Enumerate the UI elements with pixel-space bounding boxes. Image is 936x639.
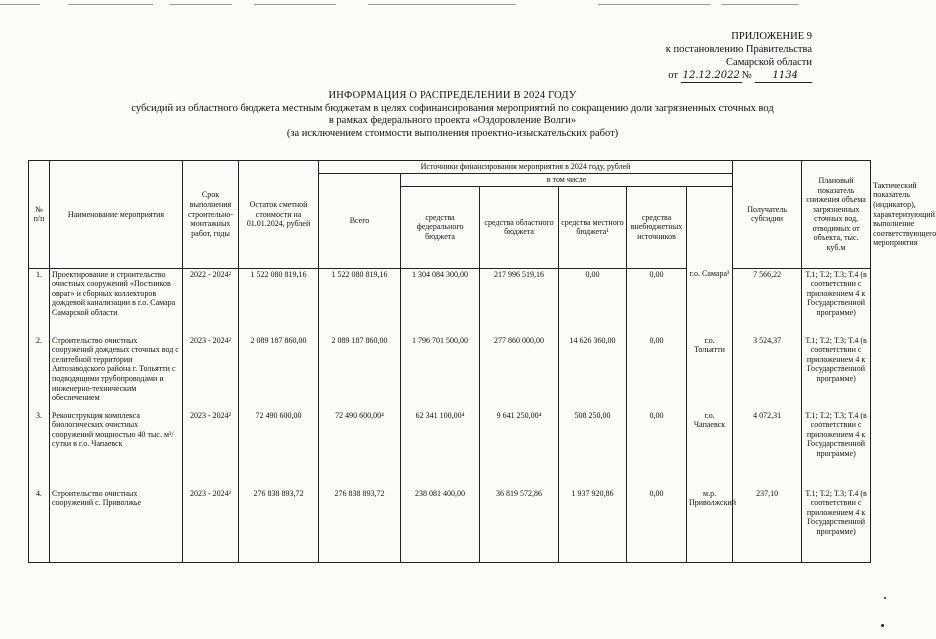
cell-extra: 0,00 (627, 268, 687, 335)
title-line: в рамках федерального проекта «Оздоровление Волги» (328, 115, 577, 126)
stray-line (170, 4, 232, 5)
cell-remaining: 276 838 893,72 (239, 488, 319, 563)
cell-name: Проектирование и строительство очистных сооружений «Постников овраг» и сборных коллекторов дождевой канализации в г.о. Самара Самарской области (50, 268, 183, 335)
header-remaining: Остаток сметной стоимости на 01.01.2024, рублей (239, 161, 319, 269)
appendix-line: к постановлению Правительства (665, 44, 812, 55)
header-name: Наименование мероприятия (50, 161, 183, 269)
cell-recipient: г.о. Чапаевск (687, 410, 733, 488)
header-planned: Плановый показатель снижения объема загрязненных сточных вод, отводимых от объекта, тыс. куб.м (802, 161, 871, 269)
cell-total: 72 490 600,00⁴ (319, 410, 401, 488)
cell-total: 2 089 187 860,00 (319, 335, 401, 410)
cell-regional: 9 641 250,00⁴ (480, 410, 559, 488)
header-local: средства местного бюджета¹ (559, 186, 627, 268)
appendix-line: ПРИЛОЖЕНИЕ 9 (731, 31, 812, 42)
cell-remaining: 1 522 080 819,16 (239, 268, 319, 335)
cell-extra: 0,00 (627, 488, 687, 563)
cell-federal: 1 304 084 300,00 (401, 268, 480, 335)
table-row (29, 335, 871, 410)
header-term: Срок выполнения строительно-монтажных работ, годы (183, 161, 239, 269)
header-including: в том числе (401, 174, 733, 187)
cell-tactical: Т.1; Т.2; Т.3; Т.4 (в соответствии с приложением 4 к Государственной программе) (802, 335, 871, 410)
cell-name: Строительство очистных сооружений с. Приволжье (50, 488, 183, 563)
cell-term: 2023 - 2024² (183, 488, 239, 563)
cell-name: Строительство очистных сооружений дождевых сточных вод с селитебной территории Автозаводского района г. Тольятти с подводящими трубопроводами и инженерно-техническим обеспечением (50, 335, 183, 410)
cell-recipient: г.о. Самара³ (687, 268, 733, 335)
cell-local: 1 937 920,86 (559, 488, 627, 563)
document-title (0, 90, 905, 140)
cell-regional: 217 996 519,16 (480, 268, 559, 335)
cell-regional: 36 819 572,86 (480, 488, 559, 563)
table-row (29, 268, 871, 335)
cell-federal: 1 796 701 500,00 (401, 335, 480, 410)
cell-tactical: Т.1; Т.2; Т.3; Т.4 (в соответствии с приложением 4 к Государственной программе) (802, 268, 871, 335)
header-federal: средства федерального бюджета (401, 186, 480, 268)
title-line: ИНФОРМАЦИЯ О РАСПРЕДЕЛЕНИИ В 2024 ГОДУ (328, 90, 577, 101)
header-recipient: Получатель субсидии (733, 161, 802, 269)
cell-local: 508 250,00 (559, 410, 627, 488)
cell-term: 2023 - 2024² (183, 335, 239, 410)
cell-extra: 0,00 (627, 335, 687, 410)
appendix-date-line (600, 69, 812, 83)
cell-regional: 277 860 000,00 (480, 335, 559, 410)
cell-num: 2. (29, 335, 50, 410)
header-sources: Источники финансирования мероприятия в 2024 году, рублей (319, 161, 733, 174)
appendix-header (600, 30, 812, 83)
stray-line (0, 4, 40, 5)
cell-federal: 62 341 100,00⁴ (401, 410, 480, 488)
cell-remaining: 2 089 187 860,00 (239, 335, 319, 410)
cell-planned: 237,10 (733, 488, 802, 563)
cell-num: 1. (29, 268, 50, 335)
cell-local: 0,00 (559, 268, 627, 335)
title-line: субсидий из областного бюджета местным бюджетам в целях софинансирования мероприятий по сокращению доли загрязненных сточных вод (131, 102, 774, 114)
cell-tactical: Т.1; Т.2; Т.3; Т.4 (в соответствии с приложением 4 к Государственной программе) (802, 488, 871, 563)
cell-term: 2022 - 2024² (183, 268, 239, 335)
cell-remaining: 72 490 600,00 (239, 410, 319, 488)
header-total: Всего (319, 174, 401, 269)
appendix-line: Самарской области (726, 57, 812, 68)
cell-name: Реконструкция комплекса биологических очистных сооружений мощностью 40 тыс. м³/сутки в г.о. Чапаевск (50, 410, 183, 488)
cell-recipient: м.р. Приволжский (687, 488, 733, 563)
cell-federal: 238 081 400,00 (401, 488, 480, 563)
cell-num: 3. (29, 410, 50, 488)
scan-speck (881, 624, 884, 627)
cell-tactical: Т.1; Т.2; Т.3; Т.4 (в соответствии с приложением 4 к Государственной программе) (802, 410, 871, 488)
stray-line (722, 4, 798, 5)
cell-planned: 3 524,37 (733, 335, 802, 410)
date-prefix: от (668, 70, 678, 81)
header-regional: средства областного бюджета (480, 186, 559, 268)
distribution-table: № п/п Наименование мероприятия Срок выполнения строительно-монтажных работ, годы Остаток сметной стоимости на 01.01.2024, рублей Источники финансирования мероприятия в 2024 году, рублей Получатель субсидии Плановый показатель снижения объема загрязненных сточных вод, отводимых от объекта, тыс. куб.м Тактический показатель (индикатор), характеризующий выполнение соответствующего мероприятия Всего в том числе средства федерального бюджета средства областного бюджета средства местного бюджета¹ средства внебюджетных источников 1. Проектирование и строительство очистных сооружений «Постников овраг» и сборных коллекторов дождевой канализации в г.о. Самара Самарской области 2022 - 2024² 1 522 080 819,16 1 522 080 819,16 1 304 084 300,00 217 996 519,16 0,00 0,00 г.о. Самара³ 7 566,22 Т.1; Т.2; Т.3; Т.4 (в соответствии с приложением 4 к Государственной программе) 2. Строительство очистных сооружений дождевых сточных вод с селитебной территории Автозаводского района г. Тольятти с подводящими трубопроводами и инженерно-техническим обеспечением 2023 - 2024² 2 089 187 860,00 2 089 187 860,00 1 796 701 500,00 277 860 000,00 14 626 360,00 0,00 г.о. Тольятти 3 524,37 Т.1; Т.2; Т.3; Т.4 (в соответствии с приложением 4 к Государственной программе) 3. Реконструкция комплекса биологических очистных сооружений мощностью 40 тыс. м³/сутки в г.о. Чапаевск 2023 - 2024² 72 490 600,00 72 490 600,00⁴ 62 341 100,00⁴ 9 641 250,00⁴ 508 250,00 0,00 г.о. Чапаевск 4 072,31 Т.1; Т.2; Т.3; Т.4 (в соответствии с приложением 4 к Государственной программе) 4. Строительство очистных сооружений с. Приволжье 2023 - 2024² 276 838 893,72 276 838 893,72 238 081 400,00 36 819 572,86 1 937 920,86 0,00 м.р. Приволжский 237,10 Т.1; Т.2; Т.3; Т.4 (в соответствии с приложением 4 к Государственной программе) (28, 160, 871, 563)
scan-speck (884, 597, 886, 599)
cell-num: 4. (29, 488, 50, 563)
cell-local: 14 626 360,00 (559, 335, 627, 410)
header-num: № п/п (29, 161, 50, 269)
number-value: 1134 (755, 69, 812, 83)
stray-line (254, 4, 336, 5)
table-row (29, 410, 871, 488)
cell-recipient: г.о. Тольятти (687, 335, 733, 410)
stray-line (598, 4, 710, 5)
cell-planned: 4 072,31 (733, 410, 802, 488)
stray-line (68, 4, 153, 5)
cell-term: 2023 - 2024² (183, 410, 239, 488)
cell-total: 276 838 893,72 (319, 488, 401, 563)
stray-line (368, 4, 516, 5)
date-value: 12.12.2022 (682, 70, 740, 81)
cell-planned: 7 566,22 (733, 268, 802, 335)
number-prefix: № (741, 70, 752, 81)
cell-extra: 0,00 (627, 410, 687, 488)
table-row (29, 488, 871, 563)
cell-total: 1 522 080 819,16 (319, 268, 401, 335)
header-extra: средства внебюджетных источников (627, 186, 687, 268)
title-line: (за исключением стоимости выполнения проектно-изыскательских работ) (286, 127, 619, 139)
